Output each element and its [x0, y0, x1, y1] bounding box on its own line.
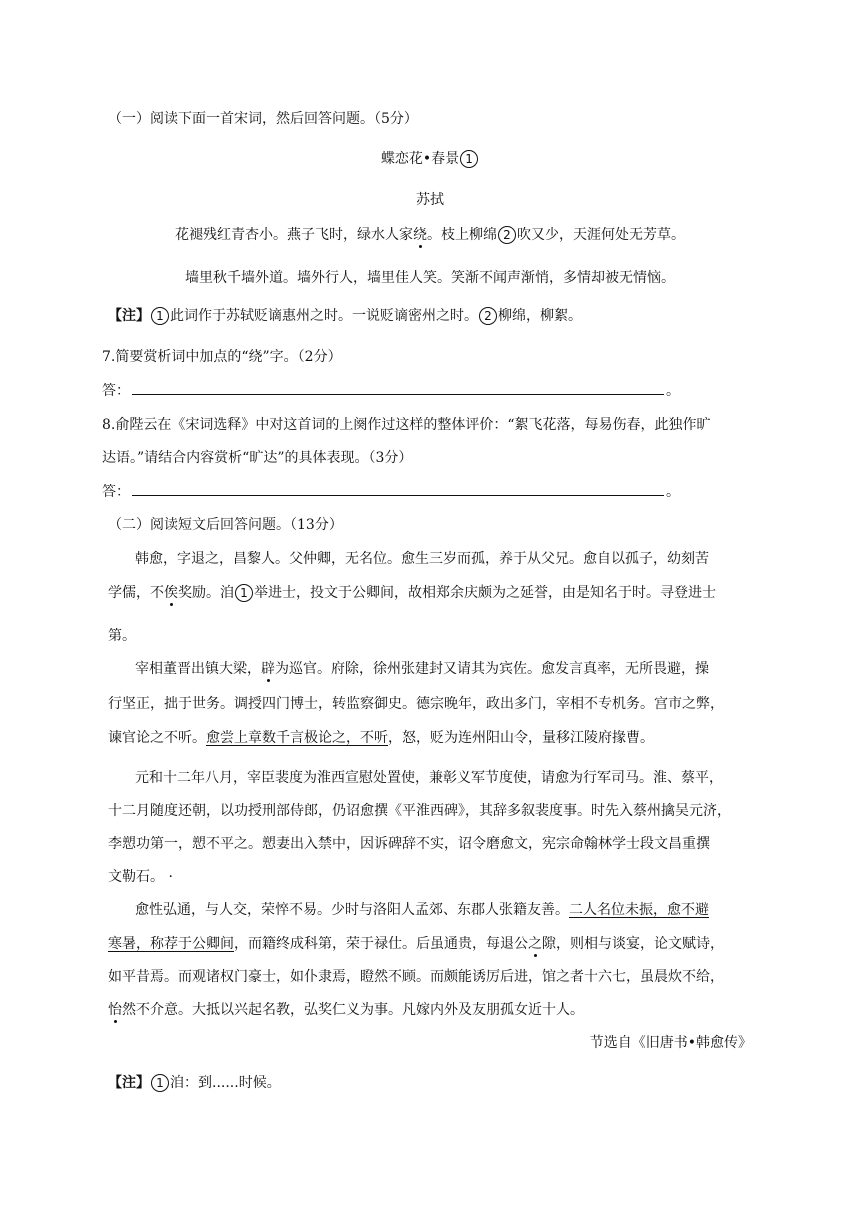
- dotted-char: 之: [528, 936, 542, 952]
- paragraph-4-line-1: [135, 900, 709, 920]
- text-part: 宰相董晋出镇大梁，: [135, 661, 261, 677]
- underlined-sentence: 寒暑，称荐于公卿间: [108, 936, 234, 952]
- question-8-line-2: 达语。”请结合内容赏析“旷达”的具体表现。（3分）: [102, 450, 413, 466]
- text-part: 隙，则相与谈宴，论文赋诗，: [542, 936, 724, 952]
- poem-note: [108, 306, 582, 326]
- dotted-char: 绕: [413, 227, 427, 243]
- text-part: ，怒，贬为连州阳山令，量移江陵府掾曹。: [388, 730, 654, 746]
- paragraph-1-line-1: 韩愈，字退之，昌黎人。父仲卿，无名位。愈生三岁而孤，养于从父兄。愈自以孤子，幼刻苦: [135, 551, 709, 567]
- answer-label: 答：: [102, 383, 130, 399]
- poem-line-1-part: 。枝上柳绵: [427, 227, 497, 243]
- text-part: 学儒，不: [108, 585, 164, 601]
- paragraph-1-line-2: [108, 583, 716, 603]
- paragraph-3-line-4: 文勒石。 ·: [108, 869, 173, 885]
- text-part: 愈性弘通，与人交，荣悴不易。少时与洛阳人孟郊、东郡人张籍友善。: [135, 902, 569, 918]
- paragraph-3-line-3: 李愬功第一，愬不平之。愬妻出入禁中，因诉碑辞不实，诏令磨愈文，宪宗命翰林学士段文昌重撰: [108, 836, 710, 852]
- answer-row-8: [102, 481, 680, 502]
- text-part: 奖励。洎: [178, 585, 234, 601]
- note-label: 【注】: [108, 1075, 150, 1091]
- answer-label: 答：: [102, 484, 130, 500]
- note-text: 柳绵，柳絮。: [498, 308, 582, 324]
- underlined-sentence: 愈尝上章数千言极论之，不听: [206, 730, 388, 746]
- footnote-marker: 2: [479, 307, 497, 325]
- answer-end: 。: [666, 484, 680, 500]
- dotted-char: 怡: [108, 1002, 122, 1018]
- paragraph-4-line-4: [108, 1000, 584, 1020]
- paragraph-3-line-2: 十二月随度还朝，以功授刑部侍郎，仍诏愈撰《平淮西碑》，其辞多叙裴度事。时先入蔡州擒吴元济，: [108, 803, 731, 819]
- answer-row-7: [102, 380, 680, 401]
- paragraph-2-line-2: 行坚正，拙于世务。调授四门博士，转监察御史。德宗晚年，政出多门，宰相不专机务。宫市之弊，: [108, 696, 724, 712]
- poem-line-1-part: 花褪残红青杏小。燕子飞时，绿水人家: [175, 227, 413, 243]
- note-text: 洎：到......时候。: [170, 1075, 281, 1091]
- section2-heading: （二）阅读短文后回答问题。（13分）: [108, 517, 343, 533]
- footnote-marker: 1: [151, 1074, 169, 1092]
- answer-end: 。: [666, 383, 680, 399]
- poem-title-text: 蝶恋花•春景: [380, 151, 460, 167]
- question-8-line-1: 8.俞陛云在《宋词选释》中对这首词的上阕作过这样的整体评价：“絮飞花落，每易伤春，此独作旷: [102, 417, 711, 433]
- dotted-char: 辟: [261, 661, 275, 677]
- paragraph-4-line-3: 如平昔焉。而观诸权门豪士，如仆隶焉，瞪然不顾。而颇能诱厉后进，馆之者十六七，虽晨炊不给，: [108, 969, 724, 985]
- paragraph-4-line-2: [108, 934, 724, 954]
- footnote-marker: 1: [151, 307, 169, 325]
- paragraph-3-line-1: 元和十二年八月，宰臣裴度为淮西宣慰处置使，兼彰义军节度使，请愈为行军司马。淮、蔡平，: [135, 770, 723, 786]
- text-part: 谏官论之不听。: [108, 730, 206, 746]
- footnote-marker: 1: [460, 150, 478, 168]
- answer-blank[interactable]: [132, 481, 664, 496]
- underlined-sentence: 二人名位未振，愈不避: [569, 902, 709, 918]
- footnote-marker: 2: [498, 226, 516, 244]
- footnote-marker: 1: [235, 584, 253, 602]
- paragraph-2-line-3: [108, 728, 654, 748]
- poem-line-1: [0, 225, 860, 245]
- section1-heading: （一）阅读下面一首宋词，然后回答问题。（5分）: [108, 111, 418, 127]
- poem-title: [0, 149, 860, 169]
- passage-note: [108, 1073, 281, 1093]
- note-label: 【注】: [108, 308, 150, 324]
- paragraph-2-line-1: [135, 659, 709, 679]
- poem-line-2: 墙里秋千墙外道。墙外行人，墙里佳人笑。笑渐不闻声渐悄，多情却被无情恼。: [185, 270, 675, 286]
- text-part: 举进士，投文于公卿间，故相郑余庆颇为之延誉，由是知名于时。寻登进士: [254, 585, 716, 601]
- text-part: 为巡官。府除，徐州张建封又请其为宾佐。愈发言真率，无所畏避，操: [275, 661, 709, 677]
- text-part: ，而籍终成科第，荣于禄仕。后虽通贵，每退公: [234, 936, 528, 952]
- note-text: 此词作于苏轼贬谪惠州之时。一说贬谪密州之时。: [170, 308, 478, 324]
- source-citation: 节选自《旧唐书•韩愈传》: [589, 1035, 752, 1051]
- question-7: 7.简要赏析词中加点的“绕”字。（2分）: [102, 349, 342, 365]
- poem-author: 苏拭: [416, 192, 444, 208]
- answer-blank[interactable]: [132, 380, 664, 395]
- dotted-char: 俟: [164, 585, 178, 601]
- poem-line-1-part: 吹又少，天涯何处无芳草。: [517, 227, 685, 243]
- text-part: 然不介意。大抵以兴起名教，弘奖仁义为事。凡嫁内外及友朋孤女近十人。: [122, 1002, 584, 1018]
- paragraph-1-line-3: 第。: [108, 628, 136, 644]
